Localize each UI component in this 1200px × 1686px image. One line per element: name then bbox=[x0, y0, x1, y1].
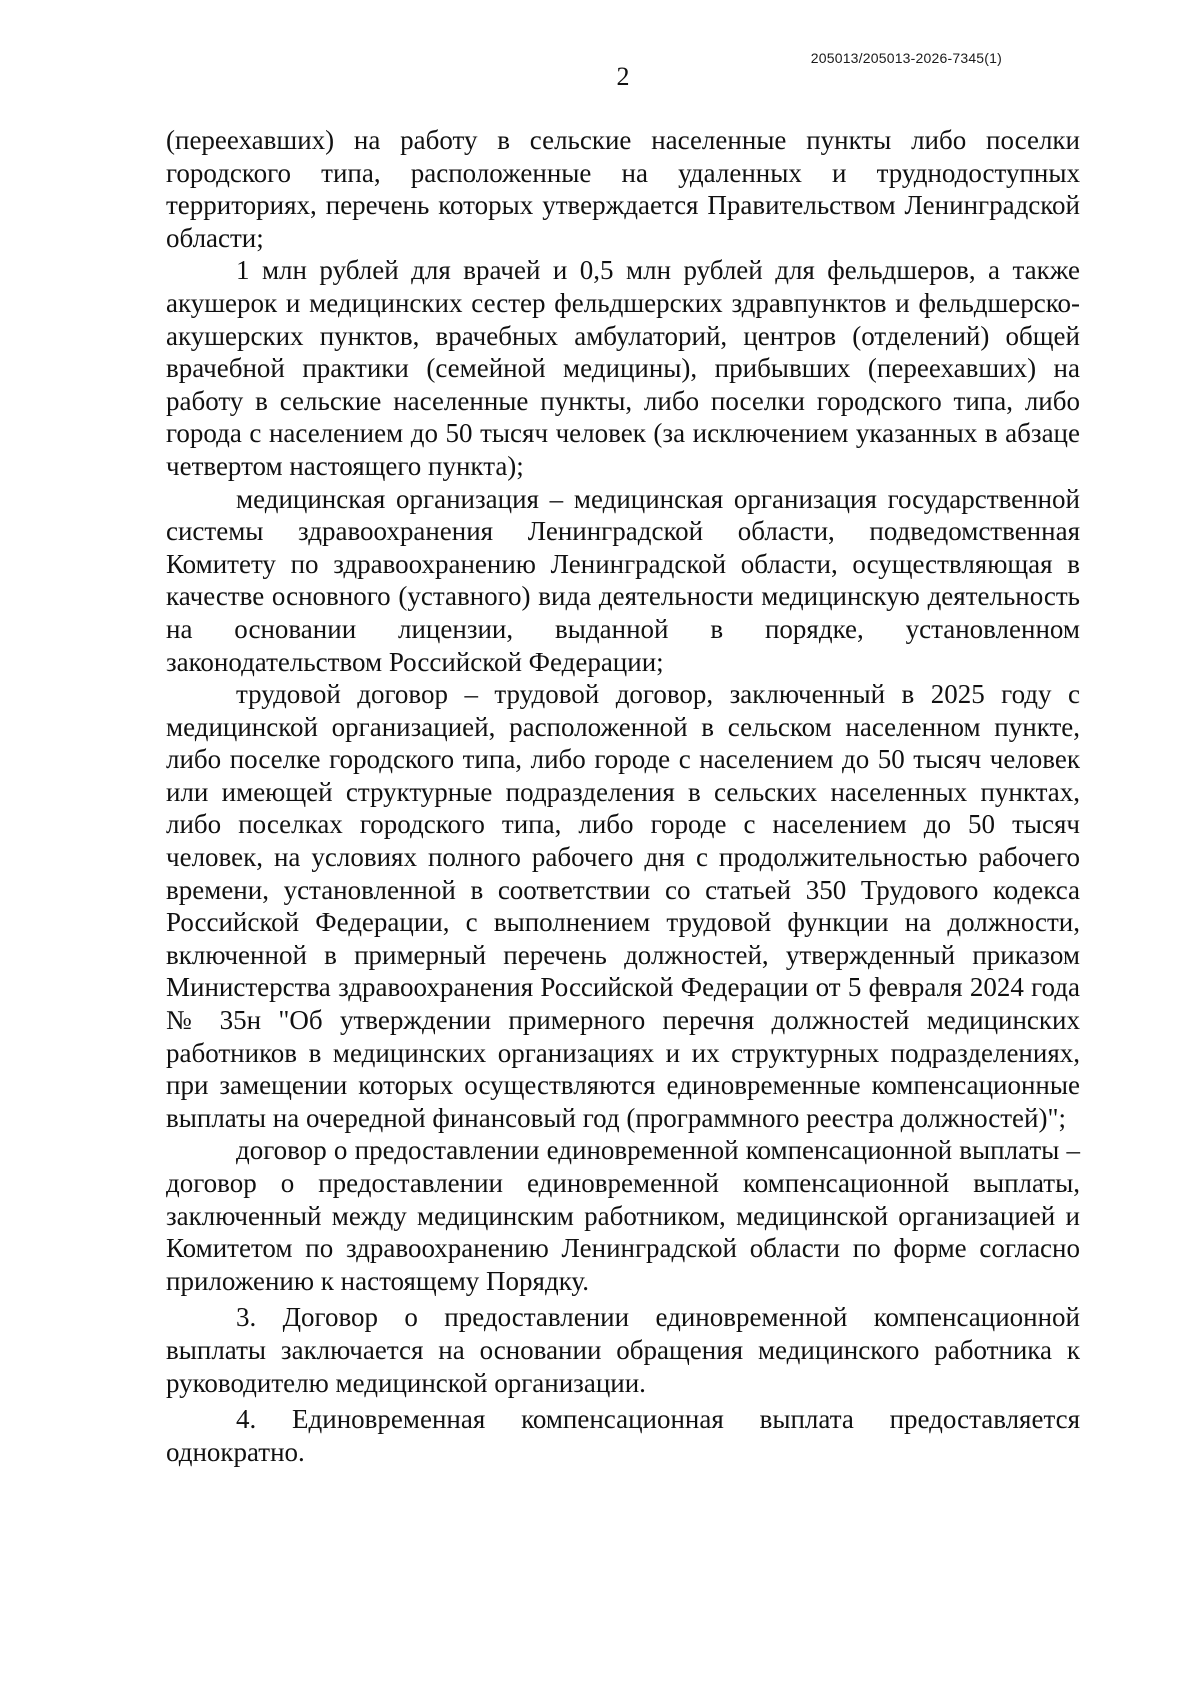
document-body bbox=[166, 124, 1080, 1468]
paragraph-1: (переехавших) на работу в сельские населенные пункты либо поселки городского типа, расположенные на удаленных и труднодоступных территориях, перечень которых утверждается Правительством Ленинградской области; bbox=[166, 125, 1080, 253]
paragraph-2: 1 млн рублей для врачей и 0,5 млн рублей для фельдшеров, а также акушерок и медицинских сестер фельдшерских здравпунктов и фельдшерско-акушерских пунктов, врачебных амбулаторий, центров (отделений) общей врачебной практики (семейной медицины), прибывших (переехавших) на работу в сельские населенные пункты, либо поселки городского типа, либо города с населением до 50 тысяч человек (за исключением указанных в абзаце четвертом настоящего пункта); bbox=[166, 255, 1080, 481]
paragraph-3: медицинская организация – медицинская организация государственной системы здравоохранения Ленинградской области, подведомственная Комитету по здравоохранению Ленинградской области, осуществляющая в качестве основного (уставного) вида деятельности медицинскую деятельность на основании лицензии, выданной в порядке, установленном законодательством Российской Федерации; bbox=[166, 483, 1080, 677]
paragraph-6: 3. Договор о предоставлении единовременной компенсационной выплаты заключается на основании обращения медицинского работника к руководителю медицинской организации. bbox=[166, 1302, 1080, 1398]
document-id: 205013/205013-2026-7345(1) bbox=[810, 50, 1002, 66]
paragraph-5: договор о предоставлении единовременной компенсационной выплаты – договор о предоставлении единовременной компенсационной выплаты, заключенный между медицинским работником, медицинской организацией и Комитетом по здравоохранению Ленинградской области по форме согласно приложению к настоящему Порядку. bbox=[166, 1135, 1080, 1296]
paragraph-7: 4. Единовременная компенсационная выплата предоставляется однократно. bbox=[166, 1404, 1080, 1467]
paragraph-4: трудовой договор – трудовой договор, заключенный в 2025 году с медицинской организацией, расположенной в сельском населенном пункте, либо поселке городского типа, либо городе с населением до 50 тысяч человек или имеющей структурные подразделения в сельских населенных пунктах, либо поселках городского типа, либо городе с населением до 50 тысяч человек, на условиях полного рабочего дня с продолжительностью рабочего времени, установленной в соответствии со статьей 350 Трудового кодекса Российской Федерации, с выполнением трудовой функции на должности, включенной в примерный перечень должностей, утвержденный приказом Министерства здравоохранения Российской Федерации от 5 февраля 2024 года № 35н "Об утверждении примерного перечня должностей медицинских работников в медицинских организациях и их структурных подразделениях, при замещении которых осуществляются единовременные компенсационные выплаты на очередной финансовый год (программного реестра должностей)"; bbox=[166, 679, 1080, 1133]
page-number: 2 bbox=[616, 62, 630, 91]
